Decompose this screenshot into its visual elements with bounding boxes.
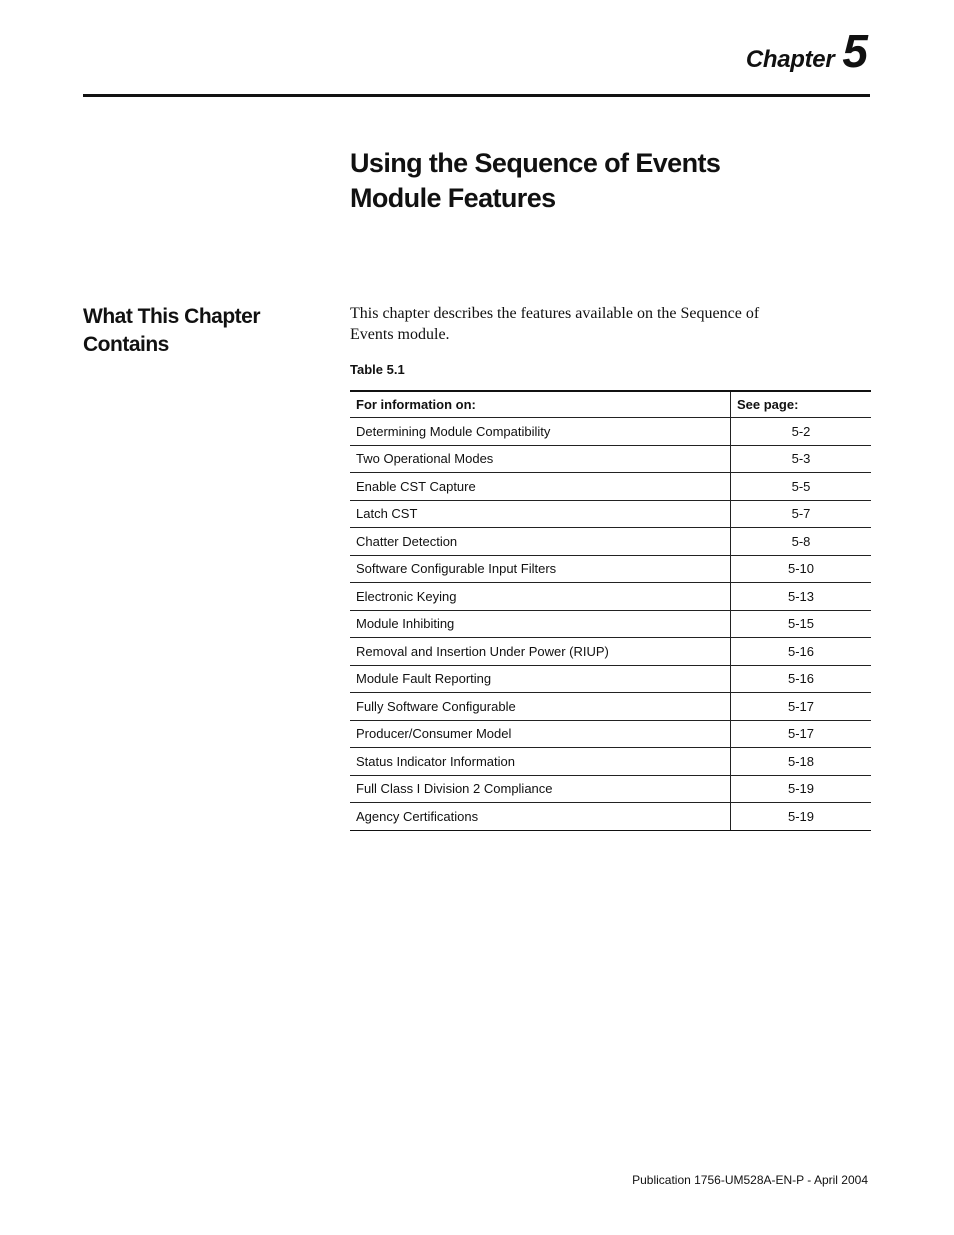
row-topic: Software Configurable Input Filters	[350, 555, 731, 583]
row-topic: Module Fault Reporting	[350, 665, 731, 693]
table-row	[350, 748, 871, 776]
header-page: See page:	[731, 391, 872, 418]
row-topic: Producer/Consumer Model	[350, 720, 731, 748]
section-heading-line-2: Contains	[83, 333, 169, 356]
header-topic: For information on:	[350, 391, 731, 418]
table-caption: Table 5.1	[350, 362, 405, 377]
row-topic: Determining Module Compatibility	[350, 418, 731, 446]
row-topic: Electronic Keying	[350, 583, 731, 611]
row-page: 5-16	[731, 665, 872, 693]
header-rule	[83, 94, 870, 97]
table-row	[350, 775, 871, 803]
table-row	[350, 665, 871, 693]
page-title	[350, 146, 870, 216]
intro-paragraph	[350, 303, 850, 345]
row-topic: Enable CST Capture	[350, 473, 731, 501]
table-row	[350, 803, 871, 831]
row-topic: Two Operational Modes	[350, 445, 731, 473]
chapter-number: 5	[842, 25, 868, 77]
row-page: 5-15	[731, 610, 872, 638]
row-topic: Removal and Insertion Under Power (RIUP)	[350, 638, 731, 666]
table-row	[350, 445, 871, 473]
row-page: 5-13	[731, 583, 872, 611]
table-row	[350, 528, 871, 556]
table-row	[350, 638, 871, 666]
table-row	[350, 693, 871, 721]
chapter-label: Chapter	[745, 46, 835, 73]
row-page: 5-8	[731, 528, 872, 556]
table-header-row	[350, 391, 871, 418]
intro-line-1: This chapter describes the features available on the Sequence of	[350, 305, 760, 322]
row-topic: Latch CST	[350, 500, 731, 528]
row-topic: Fully Software Configurable	[350, 693, 731, 721]
row-page: 5-16	[731, 638, 872, 666]
row-page: 5-19	[731, 775, 872, 803]
table-row	[350, 610, 871, 638]
table-row	[350, 583, 871, 611]
chapter-header	[745, 25, 868, 77]
row-page: 5-5	[731, 473, 872, 501]
table-row	[350, 500, 871, 528]
section-heading-line-1: What This Chapter	[83, 305, 261, 328]
row-page: 5-18	[731, 748, 872, 776]
table-row	[350, 473, 871, 501]
topics-table	[350, 390, 871, 831]
row-topic: Chatter Detection	[350, 528, 731, 556]
row-topic: Status Indicator Information	[350, 748, 731, 776]
row-page: 5-3	[731, 445, 872, 473]
row-topic: Full Class I Division 2 Compliance	[350, 775, 731, 803]
row-page: 5-17	[731, 693, 872, 721]
row-topic: Agency Certifications	[350, 803, 731, 831]
table-row	[350, 555, 871, 583]
intro-line-2: Events module.	[350, 326, 450, 343]
table-row	[350, 418, 871, 446]
row-page: 5-10	[731, 555, 872, 583]
table-row	[350, 720, 871, 748]
table-body	[350, 418, 871, 831]
row-page: 5-2	[731, 418, 872, 446]
row-page: 5-19	[731, 803, 872, 831]
row-topic: Module Inhibiting	[350, 610, 731, 638]
page-title-line-2: Module Features	[350, 183, 556, 213]
section-heading	[83, 303, 323, 359]
row-page: 5-17	[731, 720, 872, 748]
footer-publication: Publication 1756-UM528A-EN-P - April 2004	[632, 1173, 868, 1187]
page-title-line-1: Using the Sequence of Events	[350, 148, 721, 178]
row-page: 5-7	[731, 500, 872, 528]
